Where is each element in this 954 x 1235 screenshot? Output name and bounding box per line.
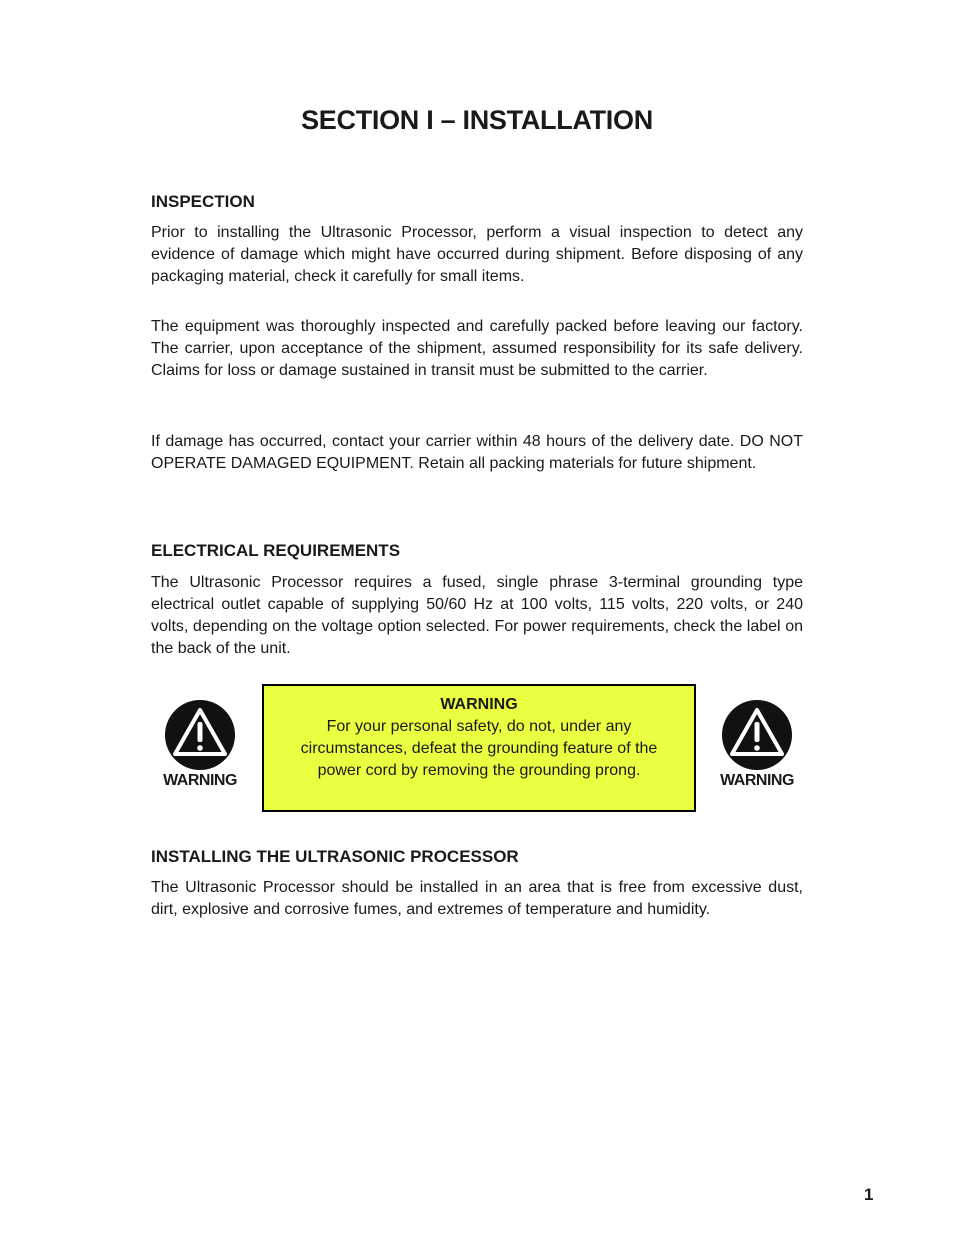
- electrical-heading: ELECTRICAL REQUIREMENTS: [151, 541, 401, 560]
- warning-triangle-icon: [720, 698, 794, 772]
- page-title: SECTION I – INSTALLATION: [301, 105, 653, 135]
- warning-box-body: For your personal safety, do not, under any circumstances, defeat the grounding feature of the power cord by removing the grounding prong.: [300, 718, 658, 779]
- warning-icon-right: [712, 698, 802, 793]
- warning-box-title: WARNING: [440, 696, 518, 713]
- warning-icon-label: WARNING: [163, 772, 237, 789]
- installing-heading: INSTALLING THE ULTRASONIC PROCESSOR: [151, 847, 519, 866]
- warning-icon-label: WARNING: [720, 772, 794, 789]
- inspection-paragraph-1: Prior to installing the Ultrasonic Processor, perform a visual inspection to detect any evidence of damage which might have occurred during shipment. Before disposing of any packaging material, check it carefully for small items.: [151, 224, 803, 285]
- inspection-paragraph-2: The equipment was thoroughly inspected and carefully packed before leaving our factory. The carrier, upon acceptance of the shipment, assumed responsibility for its safe delivery. Claims for loss or damage sustained in transit must be submitted to the carrier.: [151, 318, 803, 379]
- inspection-paragraph-3: If damage has occurred, contact your carrier within 48 hours of the delivery date. DO NOT OPERATE DAMAGED EQUIPMENT. Retain all packing materials for future shipment.: [151, 433, 803, 472]
- warning-box: [262, 684, 696, 812]
- installing-paragraph: The Ultrasonic Processor should be installed in an area that is free from excessive dust, dirt, explosive and corrosive fumes, and extremes of temperature and humidity.: [151, 879, 803, 918]
- warning-icon-left: [155, 698, 245, 793]
- inspection-heading: INSPECTION: [151, 192, 255, 211]
- warning-triangle-icon: [163, 698, 237, 772]
- electrical-paragraph: The Ultrasonic Processor requires a fused, single phrase 3-terminal grounding type electrical outlet capable of supplying 50/60 Hz at 100 volts, 115 volts, 220 volts, or 240 volts, depending on the voltage option selected. For power requirements, check the label on the back of the unit.: [151, 574, 803, 657]
- page-number: 1: [864, 1185, 874, 1204]
